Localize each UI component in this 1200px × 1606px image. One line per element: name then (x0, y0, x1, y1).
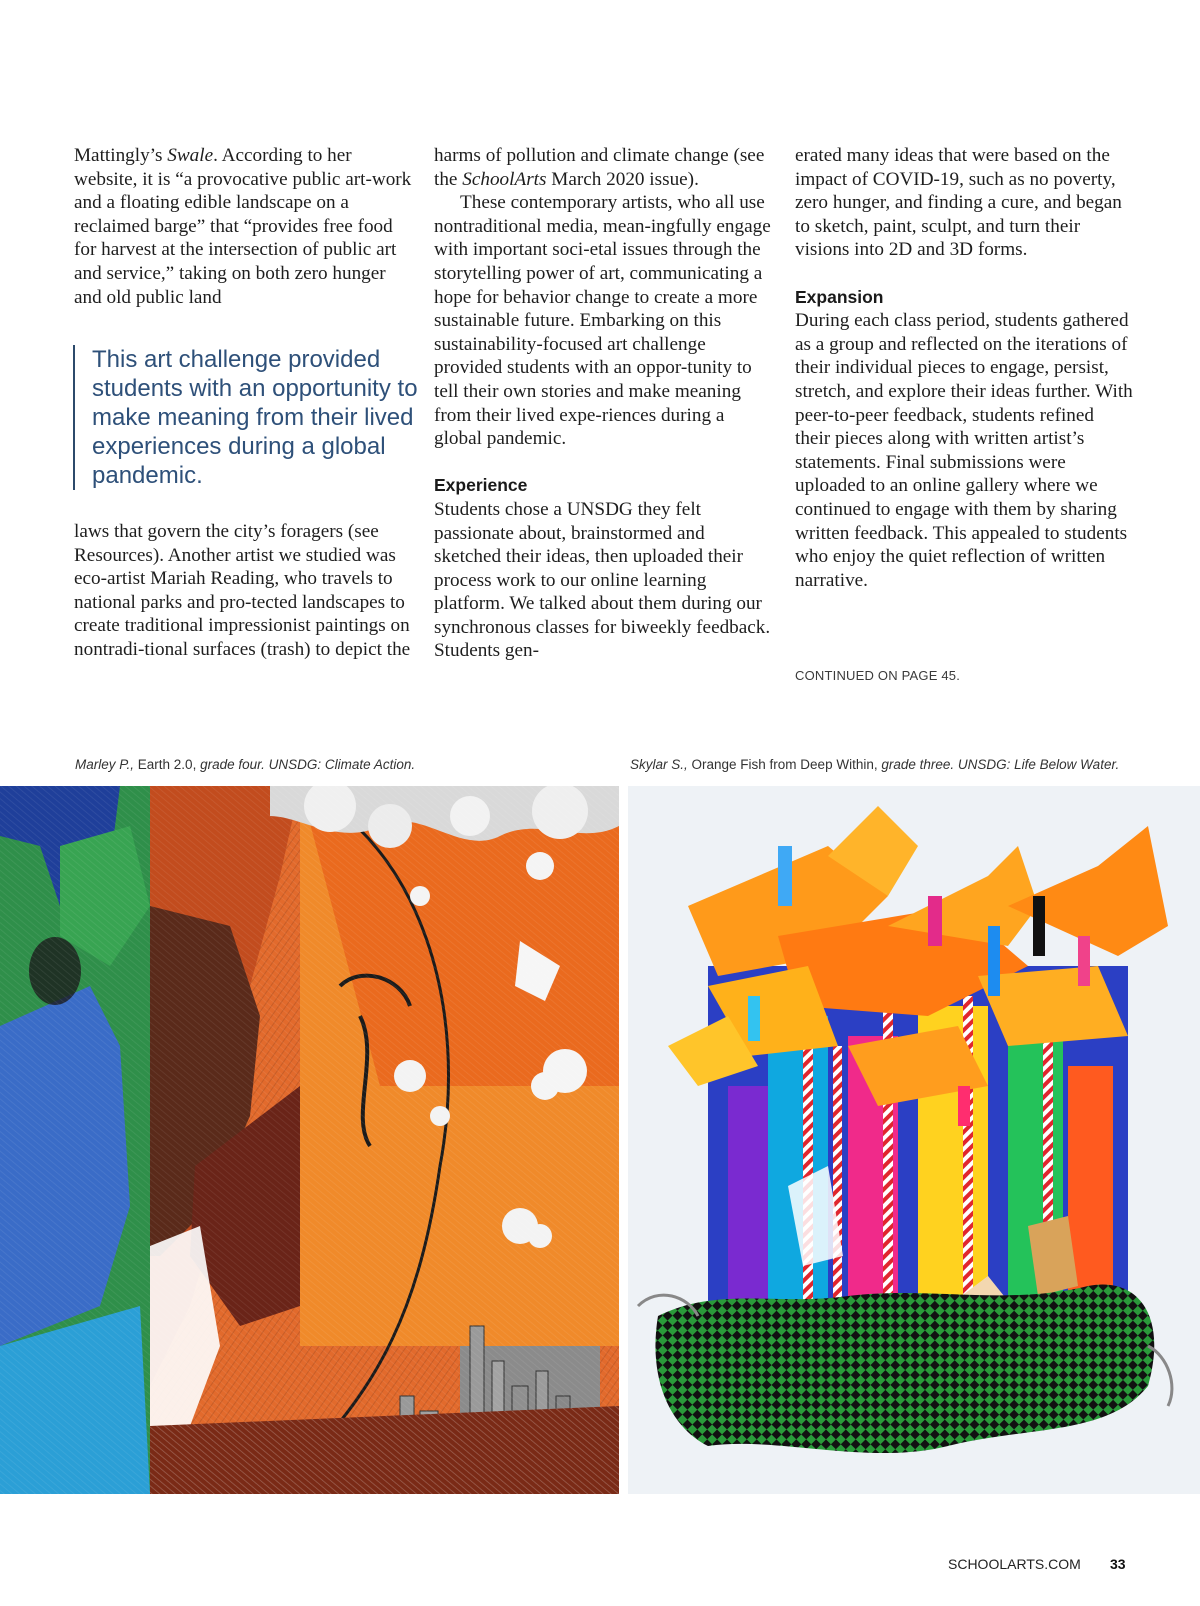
article-column-1 (74, 144, 412, 309)
col3-paragraph-1: erated many ideas that were based on the impact of COVID-19, such as no poverty, zero hunger, and finding a cure, and began to sketch, paint, sculpt, and turn their visions into 2D and 3D forms. (795, 145, 1122, 261)
magazine-name: SchoolArts (462, 168, 547, 190)
page-number: 33 (1110, 1556, 1126, 1572)
continued-note: CONTINUED ON PAGE 45. (795, 668, 961, 683)
artwork-orange-fish (628, 786, 1200, 1494)
article-column-2 (434, 144, 772, 663)
col2-paragraph-1: harms of pollution and climate change (see the SchoolArts March 2020 issue). (434, 145, 765, 190)
heading-expansion: Expansion (795, 286, 884, 307)
caption-left: Marley P., Earth 2.0, grade four. UNSDG: Climate Action. (75, 757, 416, 772)
article-column-1-continued (74, 520, 412, 662)
col2-paragraph-2: These contemporary artists, who all use nontraditional media, mean-ingfully engage with important soci-etal issues through the storytelling power of art, communicating a hope for behavior change to create a more sustainable future. Embarking on this sustainability-focused art challenge provided students with an oppor-tunity to tell their own stories and make meaning from their lived expe-riences during a global pandemic. (434, 192, 771, 450)
col1-paragraph: Mattingly’s Swale. According to her website, it is “a provocative public art-work and a floating edible landscape on a reclaimed barge” that “provides free food for harvest at the intersection of public art and service,” taking on both zero hunger and old public land (74, 145, 412, 308)
caption-right: Skylar S., Orange Fish from Deep Within, grade three. UNSDG: Life Below Water. (630, 757, 1120, 772)
col1-continuation: laws that govern the city’s foragers (see Resources). Another artist we studied was eco-artist Mariah Reading, who travels to national parks and pro-tected landscapes to create traditional impressionist paintings on nontradi-tional surfaces (trash) to depict the (74, 521, 411, 660)
footer-site: SCHOOLARTS.COM (948, 1556, 1081, 1572)
article-column-3 (795, 144, 1133, 592)
col2-paragraph-3: Students chose a UNSDG they felt passionate about, brainstormed and sketched their ideas, then uploaded their process work to our online learning platform. We talked about them during our synchronous classes for biweekly feedback. Students gen- (434, 498, 771, 662)
artwork-title-swale: Swale (167, 145, 214, 166)
heading-experience: Experience (434, 475, 528, 496)
pull-quote: This art challenge provided students with an opportunity to make meaning from their lived experiences during a global pandemic. (73, 345, 432, 490)
artwork-earth-2-0 (0, 786, 619, 1494)
col3-paragraph-2: During each class period, students gathered as a group and reflected on the iterations of their individual pieces to engage, persist, stretch, and explore their ideas further. With peer-to-peer feedback, students refined their pieces along with written artist’s statements. Final submissions were uploaded to an online gallery where we continued to engage with them by sharing written feedback. This appealed to students who enjoy the quiet reflection of written narrative. (795, 310, 1133, 591)
